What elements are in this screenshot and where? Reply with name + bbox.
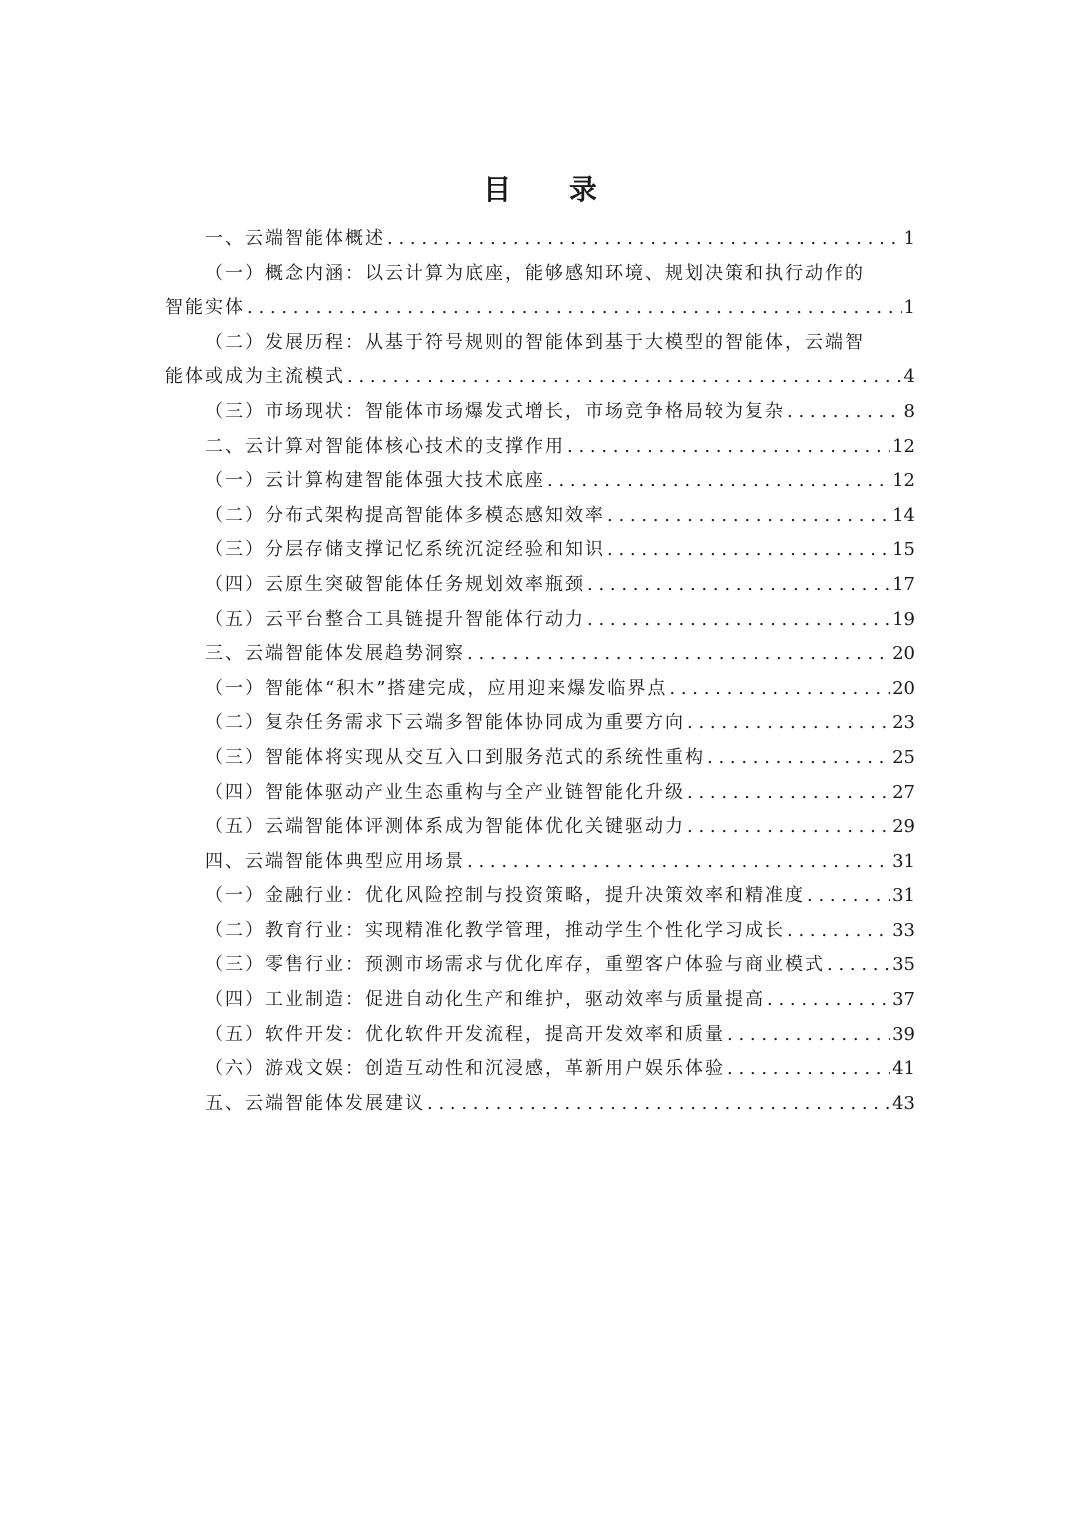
toc-page-number: 41 [892,1058,915,1080]
toc-entry-text: 五、云端智能体发展建议 [205,1092,425,1114]
toc-page-number: 15 [892,539,915,561]
toc-leader [669,678,890,699]
toc-entry-text: （一）云计算构建智能体强大技术底座 [205,470,545,492]
toc-leader [827,954,890,975]
toc-page-number: 20 [892,677,915,699]
toc-page-number: 17 [892,573,915,595]
toc-leader [567,436,890,457]
toc-entry-text: （三）智能体将实现从交互入口到服务范式的系统性重构 [205,746,705,768]
toc-entry[interactable] [165,397,915,432]
toc-entry[interactable] [165,743,915,778]
toc-entry[interactable] [165,432,915,467]
toc-entry-text: 智能实体 [165,297,245,319]
toc-leader [427,1093,890,1114]
toc-entry[interactable] [165,605,915,640]
toc-entry-text: （三）市场现状：智能体市场爆发式增长，市场竞争格局较为复杂 [205,400,785,422]
toc-page-number: 29 [892,816,915,838]
toc-leader [727,1024,890,1045]
toc-entry-text: （二）发展历程：从基于符号规则的智能体到基于大模型的智能体，云端智 [205,331,865,353]
toc-entry-text: 四、云端智能体典型应用场景 [205,850,465,872]
toc-entry[interactable] [165,1020,915,1055]
toc-page-number: 4 [903,366,915,388]
toc-leader [767,989,890,1010]
toc-entry-text: （一）金融行业：优化风险控制与投资策略，提升决策效率和精准度 [205,885,805,907]
toc-entry-text: 一、云端智能体概述 [205,228,385,249]
toc-page-number: 31 [892,850,915,872]
toc-page-number: 20 [892,643,915,665]
toc-entry[interactable] [165,812,915,847]
toc-entry[interactable] [165,881,915,916]
toc-leader [707,747,890,768]
toc-page-number: 12 [892,435,915,457]
toc-leader [687,782,890,803]
toc-entry[interactable] [165,674,915,709]
toc-entry-text: （五）软件开发：优化软件开发流程，提高开发效率和质量 [205,1023,725,1045]
toc-entry[interactable] [165,985,915,1020]
toc-page-number: 23 [892,712,915,734]
toc-entry-text: （二）复杂任务需求下云端多智能体协同成为重要方向 [205,712,685,734]
toc-entry-text: 三、云端智能体发展趋势洞察 [205,643,465,665]
toc-entry[interactable] [165,466,915,501]
toc-list [165,224,915,1123]
toc-entry-text: （六）游戏文娱：创造互动性和沉浸感，革新用户娱乐体验 [205,1058,725,1080]
toc-leader [387,228,902,249]
toc-entry[interactable] [165,535,915,570]
toc-page-number: 31 [892,885,915,907]
toc-leader [687,712,890,733]
toc-page-number: 43 [892,1092,915,1114]
toc-entry[interactable] [165,328,915,363]
toc-leader [247,297,902,318]
toc-entry[interactable] [165,1054,915,1089]
toc-page-number: 35 [892,954,915,976]
toc-page-number: 8 [903,400,915,422]
toc-leader [787,401,902,422]
toc-entry[interactable] [165,501,915,536]
toc-entry[interactable] [165,224,915,259]
toc-title: 目 录 [483,173,621,206]
toc-entry[interactable] [165,916,915,951]
toc-entry-text: （四）工业制造：促进自动化生产和维护，驱动效率与质量提高 [205,989,765,1011]
toc-entry[interactable] [165,259,915,294]
toc-entry-text: （一）概念内涵：以云计算为底座，能够感知环境、规划决策和执行动作的 [205,262,865,284]
toc-page-number: 27 [892,781,915,803]
toc-leader [807,885,890,906]
toc-entry-text: （五）云平台整合工具链提升智能体行动力 [205,608,585,630]
toc-page-number: 39 [892,1023,915,1045]
toc-entry[interactable] [165,639,915,674]
toc-entry[interactable] [165,950,915,985]
toc-entry[interactable] [165,570,915,605]
toc-leader [687,816,890,837]
toc-leader [607,505,890,526]
toc-leader [587,574,890,595]
toc-entry[interactable] [165,1089,915,1124]
toc-leader [467,643,890,664]
toc-leader [347,366,902,387]
toc-page-number: 33 [892,919,915,941]
toc-leader [727,1058,890,1079]
toc-leader [787,920,890,941]
toc-entry-continuation[interactable] [165,362,915,397]
toc-leader [467,851,890,872]
toc-entry-text: （四）云原生突破智能体任务规划效率瓶颈 [205,573,585,595]
toc-entry-text: （三）分层存储支撑记忆系统沉淀经验和知识 [205,539,605,561]
toc-entry-text: （二）分布式架构提高智能体多模态感知效率 [205,504,605,526]
toc-entry-text: （四）智能体驱动产业生态重构与全产业链智能化升级 [205,781,685,803]
toc-leader [587,609,890,630]
toc-entry-text: （一）智能体“积木”搭建完成，应用迎来爆发临界点 [205,677,668,699]
toc-entry[interactable] [165,778,915,813]
toc-page-number: 1 [903,228,915,249]
toc-entry-continuation[interactable] [165,293,915,328]
toc-entry-text: 能体或成为主流模式 [165,366,345,388]
toc-entry-text: （二）教育行业：实现精准化教学管理，推动学生个性化学习成长 [205,919,785,941]
toc-entry[interactable] [165,708,915,743]
toc-page-number: 19 [892,608,915,630]
toc-page-number: 25 [892,746,915,768]
toc-entry-text: （三）零售行业：预测市场需求与优化库存，重塑客户体验与商业模式 [205,954,825,976]
toc-leader [607,539,890,560]
toc-page-number: 12 [892,470,915,492]
toc-page-number: 1 [903,297,915,319]
toc-entry-text: 二、云计算对智能体核心技术的支撑作用 [205,435,565,457]
toc-leader [547,470,890,491]
toc-page-number: 14 [892,504,915,526]
toc-page-number: 37 [892,989,915,1011]
toc-entry[interactable] [165,847,915,882]
toc-entry-text: （五）云端智能体评测体系成为智能体优化关键驱动力 [205,816,685,838]
